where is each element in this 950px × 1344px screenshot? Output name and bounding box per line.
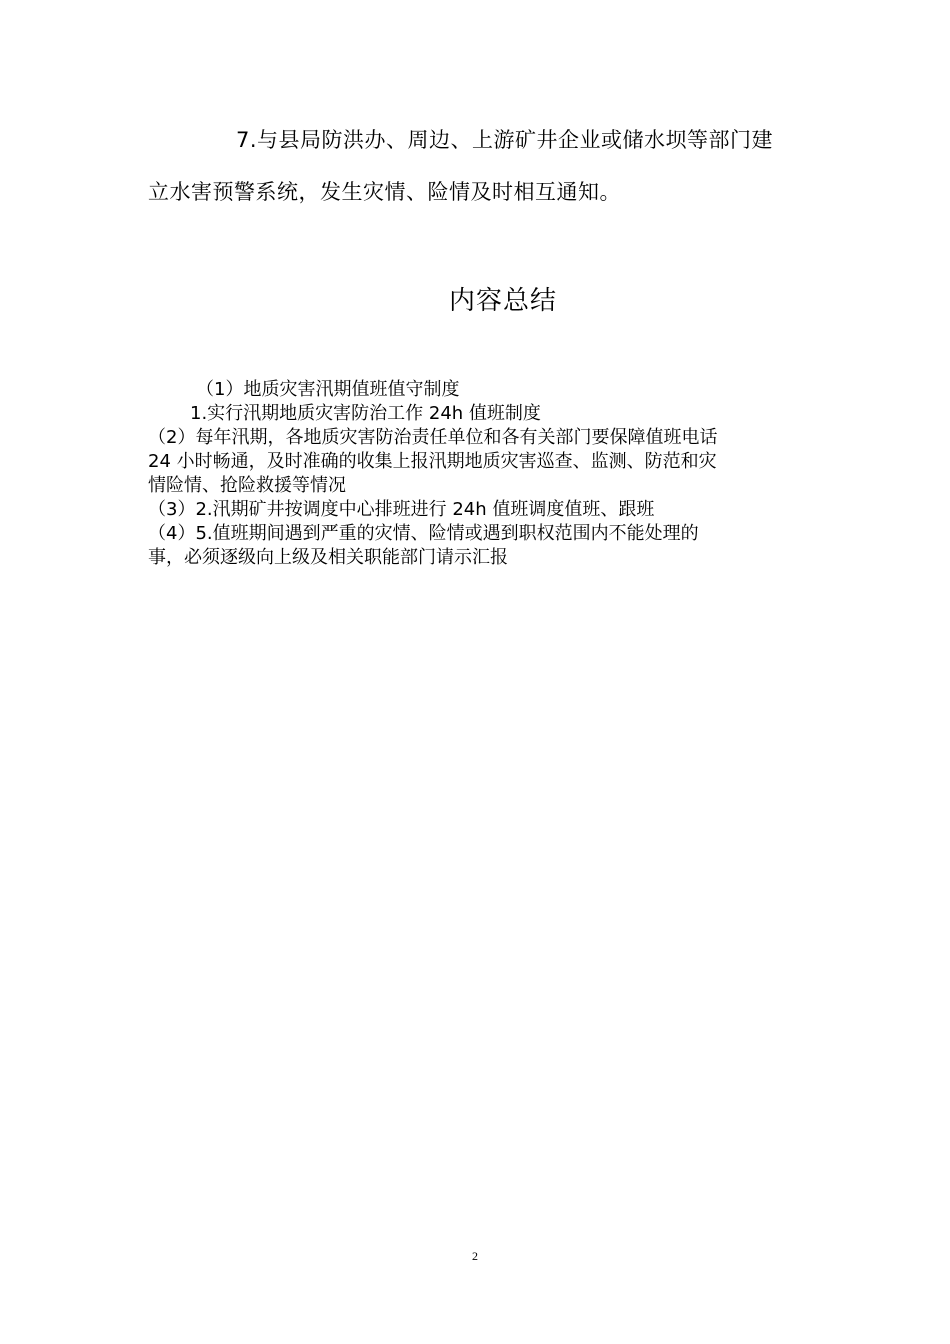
summary-line: （3）2.汛期矿井按调度中心排班进行 24h 值班调度值班、跟班: [148, 499, 655, 520]
summary-line: 事，必须逐级向上级及相关职能部门请示汇报: [148, 547, 508, 568]
summary-title: 内容总结: [448, 286, 557, 316]
summary-line: （2）每年汛期，各地质灾害防治责任单位和各有关部门要保障值班电话: [148, 427, 718, 448]
summary-line: 24 小时畅通，及时准确的收集上报汛期地质灾害巡查、监测、防范和灾: [148, 451, 717, 472]
page-number: 2: [472, 1249, 478, 1263]
summary-line: 情险情、抢险救援等情况: [148, 475, 346, 496]
body-paragraph-line-1: 7.与县局防洪办、周边、上游矿井企业或储水坝等部门建: [236, 128, 774, 152]
summary-line: 1.实行汛期地质灾害防治工作 24h 值班制度: [190, 403, 541, 424]
summary-line: （1）地质灾害汛期值班值守制度: [196, 379, 460, 400]
summary-section: [148, 378, 808, 570]
body-paragraph-line-2: 立水害预警系统，发生灾情、险情及时相互通知。: [148, 180, 621, 204]
summary-line: （4）5.值班期间遇到严重的灾情、险情或遇到职权范围内不能处理的: [148, 523, 699, 544]
